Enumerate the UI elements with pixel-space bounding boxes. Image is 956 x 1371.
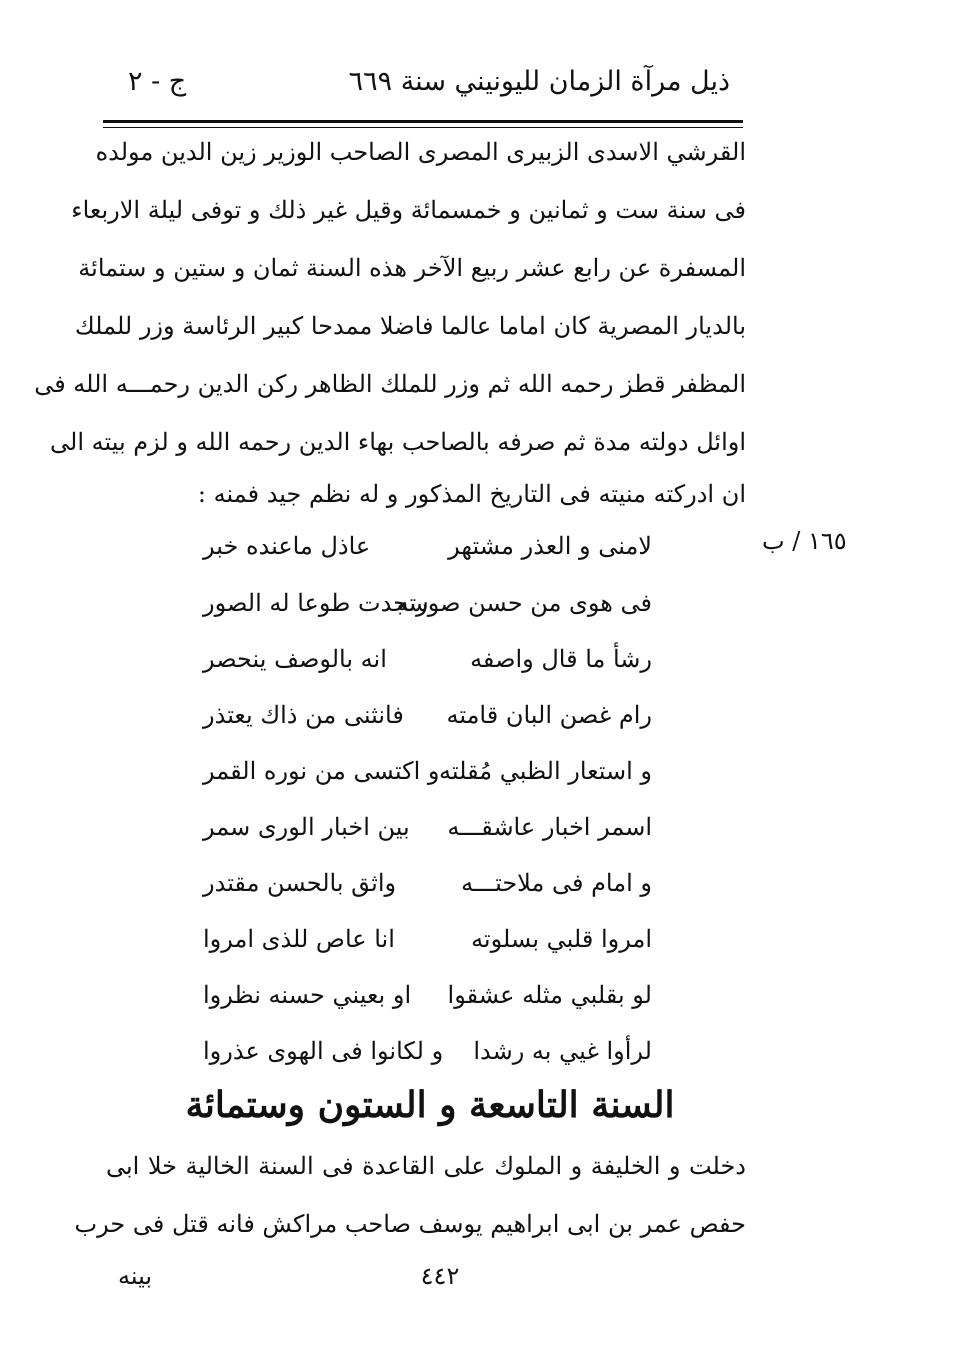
section-heading: السنة التاسعة و الستون وستمائة [185,1084,675,1126]
verse-first-hemistich: فى هوى من حسن صورته [396,589,652,617]
prose-line: المسفرة عن رابع عشر ربيع الآخر هذه السنة ثمان و ستين و ستمائة [78,254,746,282]
verse-second-hemistich: انه بالوصف ينحصر [203,645,387,673]
prose-line: اوائل دولته مدة ثم صرفه بالصاحب بهاء الدين رحمه الله و لزم بيته الى [50,428,746,456]
verse-first-hemistich: لو بقلبي مثله عشقوا [447,981,652,1009]
verse-first-hemistich: اسمر اخبار عاشقـــه [447,813,652,841]
section-prose-line: حفص عمر بن ابى ابراهيم يوسف صاحب مراكش فانه قتل فى حرب [74,1210,746,1238]
prose-line: القرشي الاسدى الزبيرى المصرى الصاحب الوزير زين الدين مولده [95,138,746,166]
header-rule-thin [103,127,743,128]
prose-line: بالديار المصرية كان اماما عالما فاضلا ممدحا كبير الرئاسة وزر للملك [74,312,746,340]
verse-first-hemistich: رام غصن البان قامته [446,701,652,729]
verse-first-hemistich: رشأ ما قال واصفه [470,645,652,673]
verse-second-hemistich: فانثنى من ذاك يعتذر [203,701,404,729]
page-number: ٤٤٢ [420,1262,460,1290]
verse-first-hemistich: و امام فى ملاحتـــه [461,869,652,897]
section-prose-line: دخلت و الخليفة و الملوك على القاعدة فى السنة الخالية خلا ابى [106,1152,746,1180]
verse-second-hemistich: و لكانوا فى الهوى عذروا [203,1037,444,1065]
verse-second-hemistich: سجدت طوعا له الصور [203,589,429,617]
verse-first-hemistich: لامنى و العذر مشتهر [448,532,652,560]
verse-second-hemistich: بين اخبار الورى سمر [203,813,410,841]
verse-second-hemistich: عاذل ماعنده خبر [203,532,371,560]
verse-first-hemistich: و استعار الظبي مُقلته [439,757,652,785]
verse-first-hemistich: لرأوا غيي به رشدا [473,1037,652,1065]
verse-second-hemistich: انا عاص للذى امروا [203,925,395,953]
running-header-volume: ج - ٢ [128,66,187,97]
prose-line: فى سنة ست و ثمانين و خمسمائة وقيل غير ذلك و توفى ليلة الاربعاء [71,196,746,224]
header-rule-thick [103,120,743,123]
verse-second-hemistich: واثق بالحسن مقتدر [203,869,397,897]
catchword: بينه [118,1262,153,1290]
prose-line: المظفر قطز رحمه الله ثم وزر للملك الظاهر ركن الدين رحمـــه الله فى [34,370,746,398]
margin-folio-note: ١٦٥ / ب [762,527,847,555]
verse-second-hemistich: و اكتسى من نوره القمر [203,757,440,785]
prose-line: ان ادركته منيته فى التاريخ المذكور و له نظم جيد فمنه : [197,480,746,508]
verse-first-hemistich: امروا قلبي بسلوته [471,925,652,953]
running-header-title: ذيل مرآة الزمان لليونيني سنة ٦٦٩ [348,66,730,97]
verse-second-hemistich: او بعيني حسنه نظروا [203,981,412,1009]
